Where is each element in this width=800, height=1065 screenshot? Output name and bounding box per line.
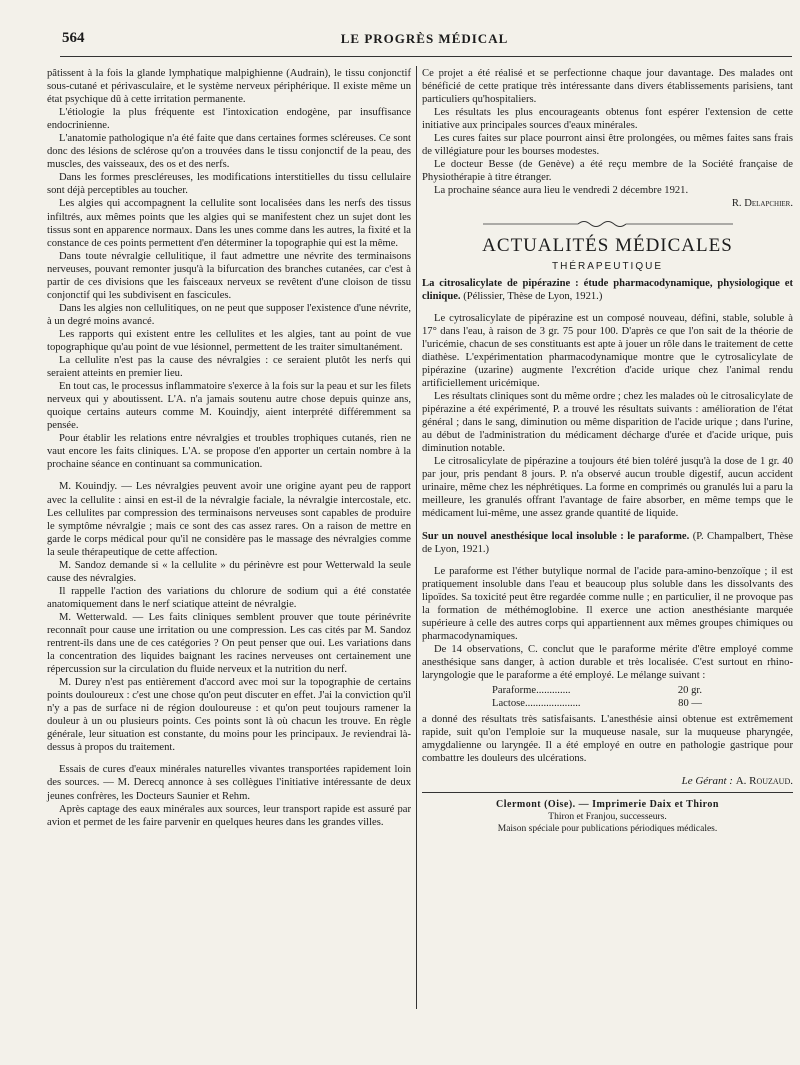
- paragraph: M. Kouindjy. — Les névralgies peuvent avoir une origine ayant peu de rapport avec la cellulite : ainsi en est-il de la névralgie faciale, la névralgie intercostale, etc. Les cellulites par compression des terminaisons nerveuses sont capables de produire le symptôme névralgie ; mais ce sont des cas assez rares. On a raison de mettre en garde le corps médical pour qu'il ne considère pas le massage des névralgies comme la seule thérapeutique de cette affection.: [47, 481, 411, 558]
- paragraph: Le docteur Besse (de Genève) a été reçu membre de la Société française de Physiothérapie à titre étranger.: [422, 159, 793, 184]
- paragraph: M. Durey n'est pas entièrement d'accord avec moi sur la topographie de certains points douloureux : c'est une chose qu'on peut discuter en effet. J'ai la conviction qu'il n'y a pas de surface ni de région douloureuse : et qu'on peut toujours ramener la douleur à un ou plusieurs points. Ces points sont là où chacun les trouve. En règle générale, leur situation est constante, du moins pour les principaux. Je reviendrai là-dessus à propos du traitement.: [47, 677, 411, 754]
- paragraph: De 14 observations, C. conclut que le paraforme mérite d'être employé comme anesthésique sans danger, à action durable et très localisée. C'est surtout en rhino-laryngologie que le paraforme a été employé. Le mélange suivant :: [422, 643, 793, 681]
- imprint-line: Clermont (Oise). — Imprimerie Daix et Thiron: [496, 799, 719, 811]
- imprint-line: Thiron et Franjou, successeurs.: [548, 812, 667, 823]
- formula-table: [492, 684, 702, 710]
- paragraph: Pour établir les relations entre névralgies et troubles trophiques cutanés, rien ne vaut encore les faits cliniques. L'A. se propose d'en apporter un certain nombre à la prochaine séance en continuant sa communication.: [47, 433, 411, 471]
- gerant-label: Le Gérant :: [681, 775, 733, 788]
- paragraph: Dans toute névralgie cellulitique, il faut admettre une névrite des terminaisons nerveuses, pouvant remonter jusqu'à la bifurcation des branches cutanées, car c'est à partir de ces divisions que les faisceaux nerveux se revêtent d'une cloison de tissu conjonctif qui les subdivisent en fascicules.: [47, 250, 411, 301]
- formula-quantity: 20 gr.: [677, 685, 702, 697]
- gerant-line: [422, 775, 793, 788]
- article-citation: (P. Champalbert, Thèse de Lyon, 1921.): [422, 530, 793, 555]
- gerant-name: A. Rouzaud.: [735, 775, 793, 788]
- header-rule: [60, 56, 792, 57]
- paragraph: Essais de cures d'eaux minérales naturelles vivantes transportées rapidement loin des sources. — M. Derecq annonce à ses collègues l'initiative intéressante de deux jeunes confrères, les Docteurs Saunier et Rehm.: [47, 764, 411, 802]
- journal-title: LE PROGRÈS MÉDICAL: [340, 31, 509, 46]
- article-citation: (Pélissier, Thèse de Lyon, 1921.): [460, 290, 603, 302]
- paragraph: Après captage des eaux minérales aux sources, leur transport rapide est assuré par avion et permet de les faire parvenir en quelques heures dans les grandes villes.: [47, 803, 411, 828]
- imprint-line: Maison spéciale pour publications périodiques médicales.: [497, 824, 718, 835]
- paragraph: La prochaine séance aura lieu le vendredi 2 décembre 1921.: [434, 185, 689, 197]
- left-column: [47, 67, 411, 829]
- paragraph: Les résultats les plus encourageants obtenus font espérer l'extension de cette initiative aux principales sources d'eaux minérales.: [422, 107, 793, 132]
- paragraph: Les résultats cliniques sont du même ordre ; chez les malades où le citrosalicylate de pipérazine a été expérimenté, P. a trouvé les résultats suivants : amélioration de l'état général ; dans le sang, diminution ou même disparition de l'acide urique ; dans l'urine, au début de l'administration du médicament décharge d'urée et d'acide urique, puis diminution notable.: [422, 391, 793, 455]
- article-title-text: Sur un nouvel anesthésique local insoluble : le paraforme.: [422, 530, 690, 542]
- paragraph: Le citrosalicylate de pipérazine a toujours été bien toléré jusqu'à la dose de 1 gr. 40 par jour, pris pendant 8 jours. P. n'a observé aucun trouble digestif, aucun accident urinaire, même chez les néphrétiques. La forme en comprimés ou granulés lui a paru la meilleure, les granulés offrant l'avantage de faire absorber, en même temps que le médicament lui-même, une assez grande quantité de liquide.: [422, 456, 793, 520]
- page-header: [62, 30, 787, 50]
- article-title-text: La citrosalicylate de pipérazine : étude pharmacodynamique, physiologique et clinique.: [422, 277, 793, 302]
- right-column: [422, 67, 793, 835]
- formula-row: [492, 697, 702, 710]
- paragraph: M. Wetterwald. — Les faits cliniques semblent prouver que toute périnévrite reconnaît pour cause une irritation ou une compression. Les cas cités par M. Sandoz rentrent-ils dans une de ces catégories ? On peut penser que oui. Les variations dans la concentration des liquides baignant les racines nerveuses ont certainement une répercussion sur la circulation du fluide nerveux et la nutrition du nerf.: [47, 611, 411, 676]
- printer-imprint: [422, 799, 793, 835]
- formula-ingredient: Lactose.....................: [492, 698, 581, 710]
- formula-quantity: 80 —: [678, 698, 702, 710]
- paragraph: pâtissent à la fois la glande lymphatique malpighienne (Audrain), le tissu conjonctif sous-cutané et périvasculaire, et le système nerveux périphérique. Il existe même un état psychique dû à cette irritation permanente.: [47, 68, 411, 106]
- paragraph: Le cytrosalicylate de pipérazine est un composé nouveau, défini, stable, soluble à 17° dans l'eau, à raison de 3 gr. 75 pour 100. D'après ce que l'on sait de la théorie de l'uricémie, chacun de ses constituants est apte à jouer un rôle dans le traitement de cette diathèse. L'expérimentation pharmacodynamique montre que le cytrosalicylate de pipérazine (uzarine) augmente l'excrétion d'acide urique chez l'animal rendu artificiellement uricémique.: [422, 312, 793, 389]
- paragraph: La cellulite n'est pas la cause des névralgies : ce seraient plutôt les nerfs qui seraient atteints en premier lieu.: [47, 355, 411, 380]
- ornamental-divider: [422, 219, 793, 233]
- article-title: [422, 530, 793, 556]
- paragraph: L'étiologie la plus fréquente est l'intoxication endogène, par insuffisance endocrinienne.: [47, 107, 411, 132]
- paragraph: Il rappelle l'action des variations du chlorure de sodium qui a été constatée anatomiquement dans le nerf sciatique atteint de névralgie.: [47, 585, 411, 610]
- ornament-rule-icon: [483, 219, 733, 229]
- paragraph: En tout cas, le processus inflammatoire s'exerce à la fois sur la peau et sur les filets nerveux qui y aboutissent. L'A. n'a jamais soutenu autre chose depuis quinze ans, quoique certains auteurs comme M. Kouindjy, aient interprété différemment sa pensée.: [47, 381, 411, 432]
- paragraph: Dans les algies non cellulitiques, on ne peut que supposer l'existence d'une névrite, à un degré moins avancé.: [47, 302, 411, 327]
- signature: R. Delapchier.: [731, 198, 793, 210]
- section-title: ACTUALITÉS MÉDICALES: [482, 234, 733, 256]
- paragraph: Dans les formes prescléreuses, les modifications interstitielles du tissu cellulaire sont déjà perceptibles au toucher.: [47, 172, 411, 197]
- paragraph: Les algies qui accompagnent la cellulite sont localisées dans les nerfs des tissus infiltrés, aux mêmes points que les algies qui se manifestent chez un sujet dont les tissus sont en apparence normaux. Dans les unes comme dans les autres, la fixité et la constance de ces points permettent d'en déterminer la topographie qui est la même.: [47, 198, 411, 249]
- footer-rule: [422, 792, 793, 793]
- rubric-heading: THÉRAPEUTIQUE: [551, 260, 663, 272]
- article-title: [422, 277, 793, 303]
- paragraph: Le paraforme est l'éther butylique normal de l'acide para-amino-benzoïque ; il est pratiquement insoluble dans l'eau et beaucoup plus soluble dans les dissolvants des lipoïdes. Sa toxicité peut être regardée comme nulle ; en particulier, il ne provoque pas la formation de méthémoglobine. Il exerce une action anesthésiante marquée supérieure à celle des autres corps qui appartiennent aux mêmes groupes chimiques ou pharmacodynamiques.: [422, 565, 793, 642]
- paragraph: Ce projet a été réalisé et se perfectionne chaque jour davantage. Des malades ont bénéficié de cette pratique très intéressante dans divers établissements parisiens, tant particuliers qu'hospitaliers.: [422, 68, 793, 106]
- paragraph: Les cures faites sur place pourront ainsi être prolongées, ou mêmes faites sans frais de villégiature pour les bourses modestes.: [422, 133, 793, 158]
- column-divider: [416, 66, 417, 1009]
- page-number: 564: [62, 30, 85, 46]
- paragraph: a donné des résultats très satisfaisants. L'anesthésie ainsi obtenue est extrêmement rapide, suit qu'on l'emploie sur la muqueuse nasale, sur la muqueuse pharyngée, amygdalienne ou laryngée. Il a été employé en outre en pathologie gastrique pour combattre les douleurs des ulcérations.: [422, 714, 793, 765]
- formula-row: [492, 684, 702, 697]
- formula-ingredient: Paraforme.............: [492, 685, 571, 697]
- paragraph: M. Sandoz demande si « la cellulite » du périnèvre est pour Wetterwald la seule cause des névralgies.: [47, 559, 411, 584]
- paragraph: L'anatomie pathologique n'a été faite que dans certaines formes scléreuses. Ce sont donc des lésions de sclérose qu'on a trouvées dans le tissu conjonctif de la peau, des muscles, des vaisseaux, des os et des nerfs.: [47, 133, 411, 171]
- paragraph: Les rapports qui existent entre les cellulites et les algies, tant au point de vue topographique qu'au point de vue lésionnel, permettent de les traiter simultanément.: [47, 328, 411, 353]
